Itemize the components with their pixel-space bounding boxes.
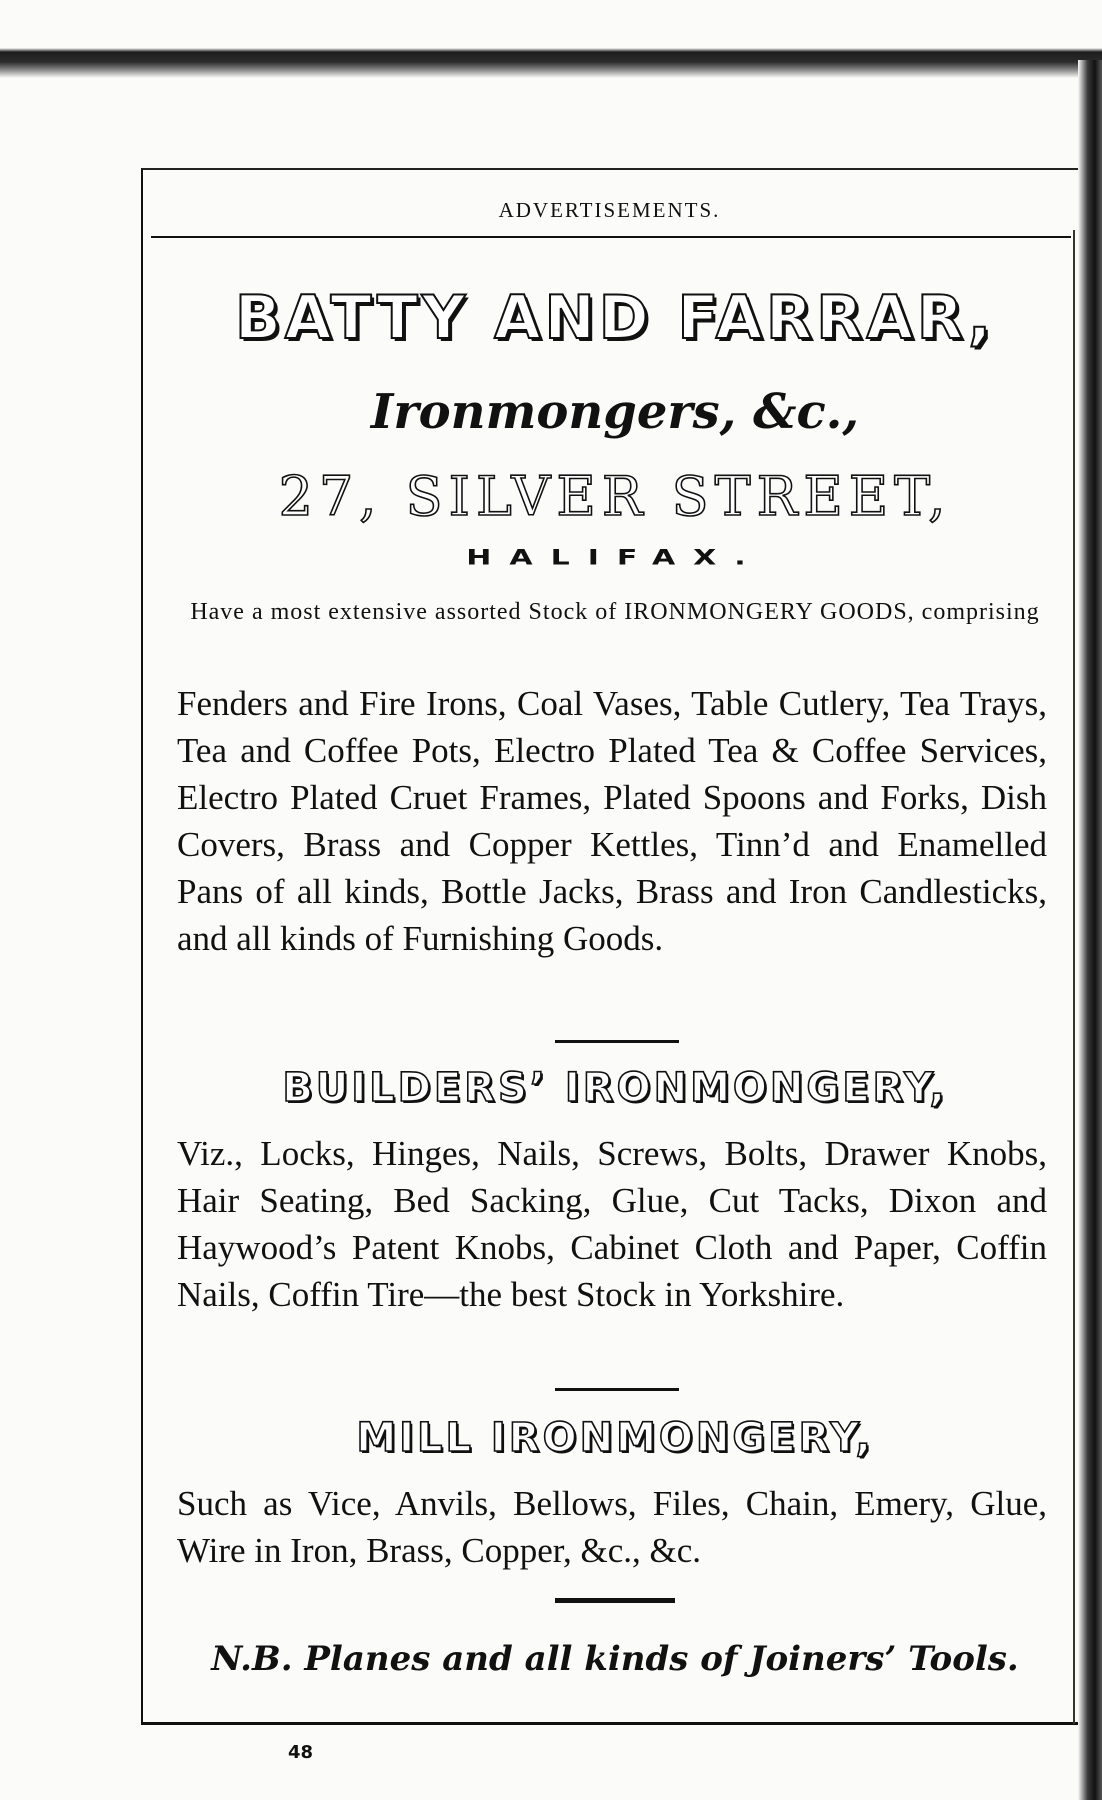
section-divider xyxy=(555,1040,679,1043)
running-head: ADVERTISEMENTS. xyxy=(498,198,721,222)
builders-paragraph: Viz., Locks, Hinges, Nails, Screws, Bolts, Drawer Knobs, Hair Seating, Bed Sacking, Glue, Cut Tacks, Dixon and Haywood’s Patent Knobs, Cabinet Cloth and Paper, Coffin Nails, Coffin Tire—the best Stock in Yorkshire. xyxy=(177,1134,1047,1314)
page-edge-shadow-right xyxy=(1078,60,1102,1800)
page-edge-shadow-top xyxy=(0,0,1102,78)
trade-line: Ironmongers, &c., xyxy=(370,384,860,440)
section-divider xyxy=(555,1388,679,1391)
general-goods-paragraph: Fenders and Fire Irons, Coal Vases, Table Cutlery, Tea Trays, Tea and Coffee Pots, Electro Plated Tea & Coffee Services, Electro Plated Cruet Frames, Plated Spoons and Forks, Dish Covers, Brass and Copper Kettles, Tinn’d and Enamelled Pans of all kinds, Bottle Jacks, Brass and Iron Candlesticks, and all kinds of Furnishing Goods. xyxy=(177,684,1047,958)
street-address: 27, SILVER STREET, xyxy=(278,465,952,528)
builders-heading: BUILDERS’ IRONMONGERY, xyxy=(282,1065,948,1111)
mill-heading: MILL IRONMONGERY, xyxy=(356,1415,874,1461)
running-head-rule xyxy=(151,236,1071,238)
firm-name: BATTY AND FARRAR, xyxy=(235,283,995,353)
mill-paragraph: Such as Vice, Anvils, Bellows, Files, Chain, Emery, Glue, Wire in Iron, Brass, Copper, &c., &c. xyxy=(177,1484,1047,1570)
footnote: N.B. Planes and all kinds of Joiners’ Tools. xyxy=(211,1639,1019,1679)
page-number: 48 xyxy=(288,1742,314,1763)
intro-text: Have a most extensive assorted Stock of IRONMONGERY GOODS, comprising xyxy=(190,599,1040,625)
advert-border-right xyxy=(1073,230,1075,1724)
section-divider xyxy=(555,1598,675,1603)
town-name: HALIFAX. xyxy=(466,545,764,570)
